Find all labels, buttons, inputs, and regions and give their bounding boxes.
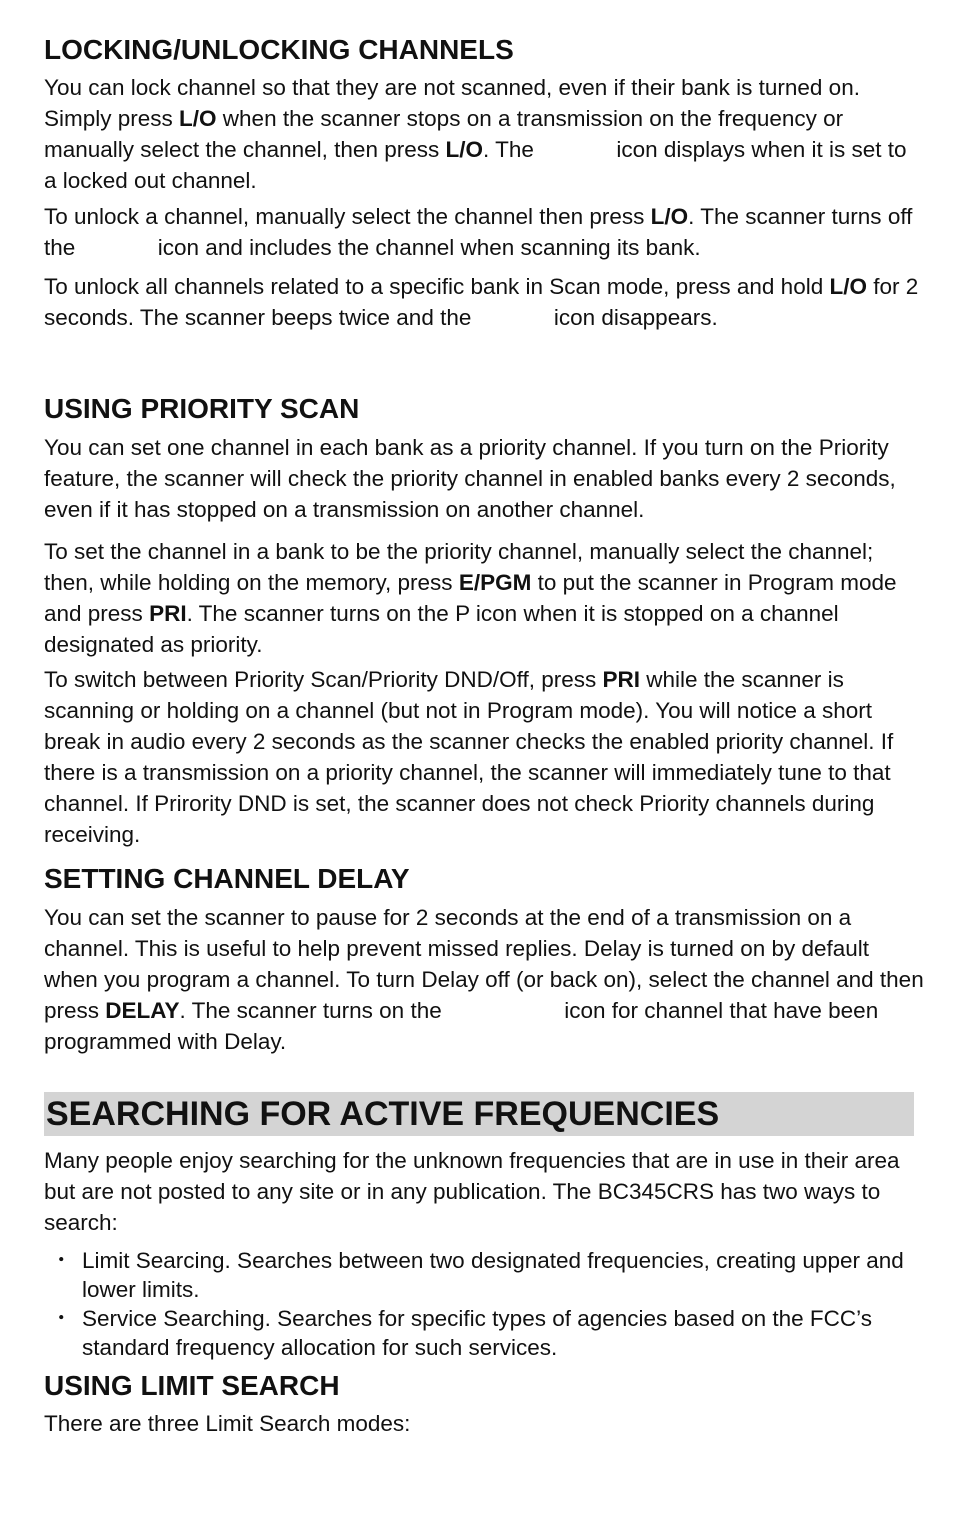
paragraph-limit-search: There are three Limit Search modes: [44, 1411, 411, 1436]
paragraph-unlock-all: To unlock all channels related to a specific bank in Scan mode, press and hold L/O for 2 seconds. The scanner beeps twice and the icon disappears. [44, 274, 919, 330]
heading-searching-frequencies: SEARCHING FOR ACTIVE FREQUENCIES [46, 1095, 720, 1133]
paragraph-priority-set: To set the channel in a bank to be the priority channel, manually select the channel; then, while holding on the memory, press E/PGM to put the scanner in Program mode and press PRI. The scanner turns on the P icon when it is stopped on a channel designated as priority. [44, 539, 897, 657]
bullet-icon: ・ [50, 1248, 73, 1273]
paragraph-lock-channel: You can lock channel so that they are not scanned, even if their bank is turned on. Simply press L/O when the scanner stops on a transmission on the frequency or manually select the channel, then press L/O. The icon displays when it is set to a locked out channel. [44, 75, 907, 193]
paragraph-priority-switch: To switch between Priority Scan/Priority DND/Off, press PRI while the scanner is scanning or holding on a channel (but not in Program mode). You will notice a short break in audio every 2 seconds as the scanner checks the enabled priority channel. If there is a transmission on a priority channel, the scanner will immediately tune to that channel. If Prirority DND is set, the scanner does not check Priority channels during receiving. [44, 667, 894, 847]
bullet-icon: ・ [50, 1306, 73, 1331]
paragraph-channel-delay: You can set the scanner to pause for 2 seconds at the end of a transmission on a channel. This is useful to help prevent missed replies. Delay is turned on by default when you program a channel. To turn Delay off (or back on), select the channel and then press DELAY. The scanner turns on the icon for channel that have been programmed with Delay. [44, 905, 924, 1054]
search-methods-list [44, 1246, 924, 1362]
list-item: ・ Service Searching. Searches for specific types of agencies based on the FCC’s standard frequency allocation for such services. [50, 1306, 872, 1360]
heading-limit-search: USING LIMIT SEARCH [44, 1370, 340, 1401]
section-banner [44, 1092, 914, 1136]
paragraph-priority-intro: You can set one channel in each bank as a priority channel. If you turn on the Priority feature, the scanner will check the priority channel in enabled banks every 2 seconds, even if it has stopped on a transmission on another channel. [44, 435, 896, 522]
heading-priority-scan: USING PRIORITY SCAN [44, 393, 360, 424]
paragraph-unlock-channel: To unlock a channel, manually select the channel then press L/O. The scanner turns off the icon and includes the channel when scanning its bank. [44, 204, 913, 260]
heading-channel-delay: SETTING CHANNEL DELAY [44, 863, 410, 894]
list-item: ・ Limit Searcing. Searches between two designated frequencies, creating upper and lower limits. [50, 1248, 904, 1302]
heading-locking-unlocking: LOCKING/UNLOCKING CHANNELS [44, 34, 514, 65]
paragraph-searching-intro: Many people enjoy searching for the unknown frequencies that are in use in their area but are not posted to any site or in any publication. The BC345CRS has two ways to search: [44, 1148, 900, 1235]
